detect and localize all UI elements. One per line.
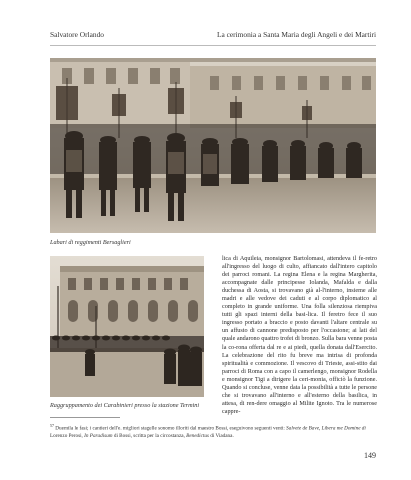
footnote-italic-b: In Paradisum bbox=[84, 432, 113, 439]
footnote-italic-c: Benedictus bbox=[186, 432, 209, 439]
body-paragraph: lica di Aquileia, monsignor Bartolomasi, attendeva il fe-retro all'ingresso del luogo di culto, affiancato dall'intero capitolo dei parroci romani. La regina Elena e la regina Margherita, accompagnate dalle principesse Iolanda, Mafalda e dalla duchessa di Aosta, si trovavano già al-l'interno, insieme alle madri e alle vedove dei caduti e al corpo diplomatico al completo in grande uniforme. Una folla silenziosa riempiva tutti gli spazi interni della basi-lica. Il feretro fece il suo ingresso portato a braccio e posto davanti l'altare centrale su un affusto di cannone predisposto per l'occasione; ai lati del quale andarono quattro trofei di bronzo. Sulla bara venne posta la co-rona offerta dal re e ai piedi, quella donata dall'Esercito. La celebrazione del rito fu breve ma intrisa di profonda spiritualità e commozione. Il vescovo di Trieste, assi-stito dai parroci di Roma con a capo il camerlengo, monsignor Rodella e monsignor Tigi a dirigere la ceri-monia, officiò la funzione. Quando si concluse, venne data la possibilità a tutte le persone che si trovavano all'interno e all'esterno della basilica, in attesa, di ren-dere omaggio al Milite Ignoto. Tra le numerose cappre- bbox=[222, 256, 377, 415]
header-rule bbox=[50, 45, 376, 46]
header-author: Salvatore Orlando bbox=[50, 30, 104, 39]
footnote-text-b: Lorenzo Perosi, bbox=[50, 432, 85, 439]
footnote-text-d: di Viadana. bbox=[208, 432, 234, 439]
header-chapter-title: La cerimonia a Santa Maria degli Angeli e dei Martiri bbox=[216, 30, 376, 39]
caption-carabinieri: Raggruppamento dei Carabinieri presso la stazione Termini bbox=[50, 402, 200, 409]
footnote-italic-a: Salvete de Bave, Libera me Domine di bbox=[286, 425, 366, 432]
footnote-text-c: di Bossi, scritta per la circostanza, bbox=[112, 432, 187, 439]
footnote bbox=[50, 422, 377, 440]
footnote-rule bbox=[50, 417, 120, 418]
running-header bbox=[50, 30, 376, 39]
caption-bersaglieri: Labari di reggimenti Bersaglieri bbox=[50, 239, 131, 246]
footnote-text-a: Duemila le fasi; i cantieri dell'e. migliori stagelle sonomo illoriti dal maestro Bossi, eseguivono seguenti venti: bbox=[55, 425, 287, 432]
photo-carabinieri-termini bbox=[50, 256, 204, 397]
photo-bersaglieri-banners bbox=[50, 58, 376, 233]
footnote-number: 57 bbox=[50, 423, 54, 428]
page-number: 149 bbox=[364, 451, 376, 460]
